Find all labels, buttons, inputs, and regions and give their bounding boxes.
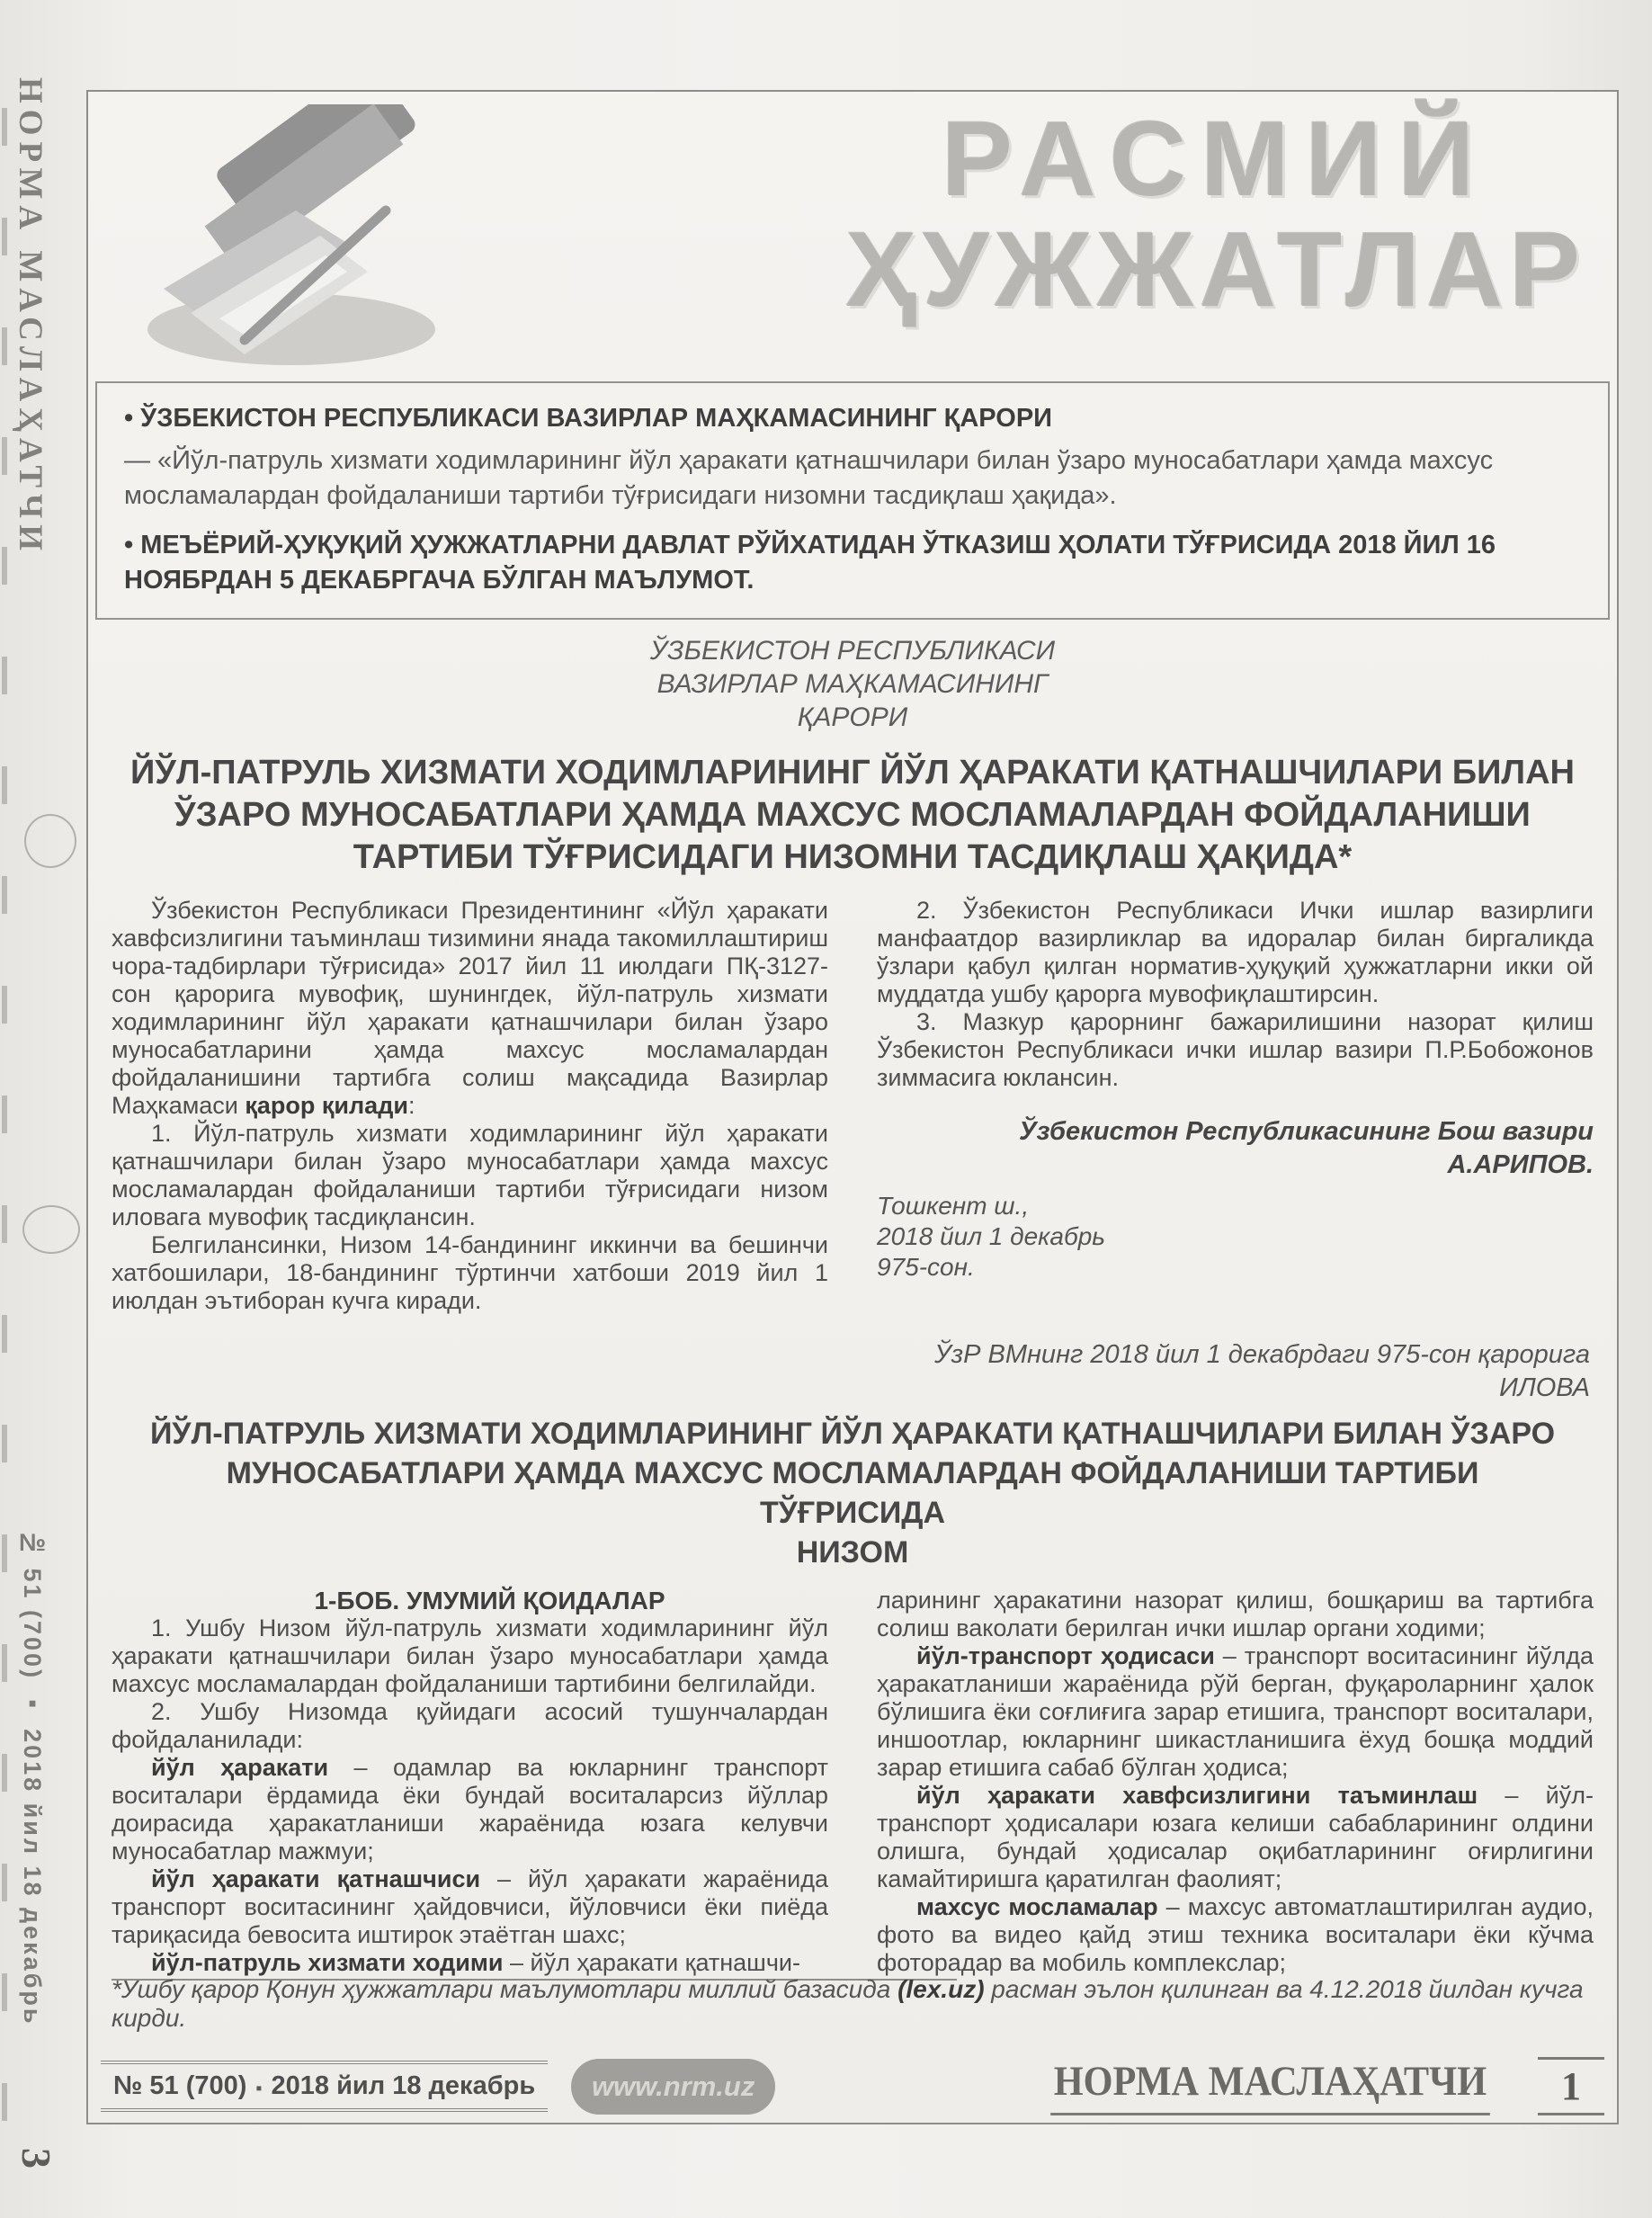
regulation-left-column xyxy=(112,1587,828,1977)
place-date-block xyxy=(877,1191,1594,1283)
decree-number: 975-сон. xyxy=(877,1253,975,1281)
footnote-text: *Ушбу қарор Қонун ҳужжатлари маълумотлари миллий базасида xyxy=(112,1975,898,2003)
website-pill: www.nrm.uz xyxy=(571,2059,775,2115)
signature-role: Ўзбекистон Республикасининг Бош вазири xyxy=(1018,1117,1594,1146)
paragraph xyxy=(112,1949,828,1977)
footer-issue-number: № 51 (700) xyxy=(113,2071,247,2100)
paragraph-text: 2. Ушбу Низомда қуйидаги асосий тушунчалардан фойдаланилади: xyxy=(112,1698,828,1753)
issuing-authority xyxy=(88,634,1617,734)
paragraph xyxy=(877,1008,1594,1092)
section-masthead-line1: РАСМИЙ xyxy=(942,100,1491,219)
paragraph xyxy=(877,1893,1594,1977)
bullet-icon: • xyxy=(124,404,134,433)
term-definition: – йўл ҳаракати қатнашчи- xyxy=(503,1949,800,1976)
decree-title: ЙЎЛ-ПАТРУЛЬ ХИЗМАТИ ХОДИМЛАРИНИНГ ЙЎЛ ҲАРАКАТИ ҚАТНАШЧИЛАРИ БИЛАН ЎЗАРО МУНОСАБАТЛАРИ ҲАМДА МАХСУС МОСЛАМАЛАРДАН ФОЙДАЛАНИШИ ТАРТИБИ ТЎҒРИСИДАГИ НИЗОМНИ ТАСДИҚЛАШ ҲАҚИДА* xyxy=(130,754,1575,876)
regulation-body-columns xyxy=(88,1587,1617,1977)
regulation-right-column xyxy=(877,1587,1594,1977)
books-pen-logo xyxy=(112,104,498,383)
paragraph xyxy=(112,1120,828,1231)
term: йўл ҳаракати қатнашчиси xyxy=(151,1865,481,1892)
page-footer xyxy=(101,2057,1604,2115)
paragraph-text: Ўзбекистон Республикаси Президентининг «Йўл ҳаракати хавфсизлигини таъминлаш тизимини янада такомиллаштириш чора-тадбирлари тўғрисида» 2017 йил 11 июлдаги ПҚ-3127-сон қарорига мувофиқ, шунингдек, йўл-патруль хизмати ходимларининг йўл ҳаракати қатнашчилари билан ўзаро муносабатларини ҳамда махсус мосламалардан фойдаланишини тартибга солиш мақсадида Вазирлар Маҳкамаси xyxy=(112,897,828,1119)
decree-right-column xyxy=(877,897,1594,1315)
term-definition: – махсус автоматлаштирилган аудио, фото ва видео қайд этиш техника воситалари ёки кўчма фоторадар ва мобиль комплекслар; xyxy=(877,1893,1594,1976)
regulation-title-line3: НИЗОМ xyxy=(796,1535,909,1570)
authority-line: ҚАРОРИ xyxy=(797,702,908,732)
punch-hole-mark xyxy=(24,814,76,868)
square-bullet-icon: ▪ xyxy=(255,2079,263,2098)
paragraph xyxy=(112,1754,828,1865)
paragraph-text: 1. Ушбу Низом йўл-патруль хизмати ходимларининг йўл ҳаракати қатнашчилари билан ўзаро муносабатлари ҳамда махсус мосламалардан фойдаланиши тартибини белгилайди. xyxy=(112,1614,828,1697)
section-masthead xyxy=(845,100,1586,329)
paragraph xyxy=(112,1698,828,1754)
paragraph-text: Белгилансинки, Низом 14-бандининг иккинчи ва бешинчи хатбошилари, 18-бандининг тўртинчи хатбоши 2019 йил 1 июлдан эътиборан кучга киради. xyxy=(112,1231,828,1314)
summary-item-1-text: — «Йўл-патруль хизмати ходимларининг йўл ҳаракати қатнашчилари билан ўзаро муносабатлари ҳамда махсус мосламалардан фойдаланиши тартиби тўғрисидаги низомни тасдиқлаш ҳақида». xyxy=(124,446,1494,510)
section-masthead-line2: ҲУЖЖАТЛАР xyxy=(845,210,1586,329)
fold-dash-marks xyxy=(2,108,7,2182)
chapter-heading: 1-БОБ. УМУМИЙ ҚОИДАЛАР xyxy=(314,1587,665,1614)
vertical-page-number: 3 xyxy=(13,2148,59,2169)
vertical-masthead: НОРМА МАСЛАҲАТЧИ xyxy=(12,77,49,558)
footer-date: 2018 йил 18 декабрь xyxy=(271,2071,536,2100)
term-definition: – йўл ҳаракати жараёнида транспорт воситасининг ҳайдовчиси, йўловчиси ёки пиёда тариқасида бевосита иштирок этаётган шахс; xyxy=(112,1865,828,1948)
summary-item-1-title-text: ЎЗБЕКИСТОН РЕСПУБЛИКАСИ ВАЗИРЛАР МАҲКАМАСИНИНГ ҚАРОРИ xyxy=(140,404,1053,433)
term-definition: – одамлар ва юкларнинг транспорт воситалари ёрдамида ёки бундай воситаларсиз йўллар доирасида ҳаракатланиши жараёнида юзага келувчи муносабатлар мажмуи; xyxy=(112,1754,828,1865)
signature-name: А.АРИПОВ. xyxy=(1447,1150,1594,1179)
annex-reference-line1: ЎзР ВМнинг 2018 йил 1 декабрдаги 975-сон қарорига xyxy=(934,1340,1590,1369)
signature-date: 2018 йил 1 декабрь xyxy=(877,1222,1106,1250)
annex-reference-line2: ИЛОВА xyxy=(1499,1373,1590,1402)
regulation-title xyxy=(115,1414,1590,1572)
footer-masthead: НОРМА МАСЛАҲАТЧИ xyxy=(1050,2057,1490,2115)
authority-line: ВАЗИРЛАР МАҲКАМАСИНИНГ xyxy=(656,669,1049,699)
paragraph-text: 3. Мазкур қарорнинг бажарилишини назорат қилиш Ўзбекистон Республикаси ички ишлар вазири П.Р.Бобожонов зиммасига юклансин. xyxy=(877,1008,1594,1091)
paragraph xyxy=(112,897,828,1120)
summary-item-2-title xyxy=(124,528,1581,598)
regulation-title-line1: ЙЎЛ-ПАТРУЛЬ ХИЗМАТИ ХОДИМЛАРИНИНГ ЙЎЛ ҲАРАКАТИ ҚАТНАШЧИЛАРИ БИЛАН ЎЗАРО МУНОСАБАТЛАРИ ҲАМДА МАХСУС МОСЛАМАЛАРДАН ФОЙДАЛАНИШИ ТАРТИБИ xyxy=(149,1417,1556,1490)
paragraph-text: : xyxy=(407,1092,415,1119)
paragraph xyxy=(877,1642,1594,1782)
decree-body-columns xyxy=(88,897,1617,1315)
paragraph xyxy=(112,1614,828,1698)
main-page xyxy=(86,90,1619,2124)
term: йўл-транспорт ҳодисаси xyxy=(916,1642,1215,1669)
vertical-issue-info: № 51 (700) ▪ 2018 йил 18 декабрь xyxy=(19,1529,46,2026)
term-definition: – транспорт воситасининг йўлда ҳаракатланиши жараёнида рўй берган, фуқароларнинг ҳалок бўлишига ёки соғлиғига зарар етишига, транспорт воситалари, иншоотлар, юкларнинг шикастланишига ёхуд бошқа моддий зарар етишига сабаб бўлган ҳодиса; xyxy=(877,1642,1594,1781)
footer-issue-date xyxy=(101,2061,548,2112)
punch-hole-mark xyxy=(22,1205,80,1254)
footer-page-number: 1 xyxy=(1538,2057,1604,2115)
paragraph-text: 1. Йўл-патруль хизмати ходимларининг йўл ҳаракати қатнашчилари билан ўзаро муносабатлари ҳамда махсус мосламалардан фойдаланиши тартиби тўғрисидаги низом иловага мувофиқ тасдиқлансин. xyxy=(112,1120,828,1230)
summary-item-2-title-text: МЕЪЁРИЙ-ҲУҚУҚИЙ ҲУЖЖАТЛАРНИ ДАВЛАТ РЎЙХАТИДАН ЎТКАЗИШ ҲОЛАТИ ТЎҒРИСИДА 2018 ЙИЛ 16 НОЯБРДАН 5 ДЕКАБРГАЧА БЎЛГАН МАЪЛУМОТ. xyxy=(124,531,1496,595)
summary-box xyxy=(95,381,1610,620)
signature-block xyxy=(877,1115,1594,1182)
term: йўл ҳаракати xyxy=(151,1754,329,1781)
term: махсус мосламалар xyxy=(916,1893,1158,1920)
left-scan-margin xyxy=(0,0,86,2218)
paragraph-text: 2. Ўзбекистон Республикаси Ички ишлар вазирлиги манфаатдор вазирликлар ва идоралар билан биргаликда ўзлари қабул қилган норматив-ҳуқуқий ҳужжатларни икки ой муддатда ушбу қарорга мувофиқлаштирсин. xyxy=(877,897,1594,1007)
bullet-icon: • xyxy=(124,531,134,559)
paragraph-text: ларининг ҳаракатини назорат қилиш, бошқариш ва тартибга солиш ваколати берилган ички ишлар органи ходими; xyxy=(877,1587,1594,1641)
decree-left-column xyxy=(112,897,828,1315)
paragraph xyxy=(112,1865,828,1949)
paragraph xyxy=(877,1587,1594,1642)
paragraph xyxy=(877,1782,1594,1893)
term-definition: – йўл-транспорт ҳодисалари юзага келиши сабабларининг олдини олишга, бундай ҳодисалар оқибатларининг оғирлигини камайтиришга қаратилган фаолият; xyxy=(877,1782,1594,1892)
regulation-title-line2: ТЎҒРИСИДА xyxy=(759,1496,946,1530)
annex-reference xyxy=(115,1338,1590,1405)
footnote-text: расман эълон қилинган ва 4.12.2018 йилдан кучга кирди. xyxy=(112,1975,1584,2032)
term: йўл ҳаракати хавфсизлигини таъминлаш xyxy=(916,1782,1478,1809)
summary-item-1-title xyxy=(124,401,1581,436)
authority-line: ЎЗБЕКИСТОН РЕСПУБЛИКАСИ xyxy=(649,636,1056,666)
term: йўл-патруль хизмати ходими xyxy=(151,1949,504,1976)
paragraph xyxy=(877,897,1594,1008)
paragraph-bold: қарор қилади xyxy=(245,1092,408,1119)
footnote xyxy=(112,1975,1586,2033)
footnote-site: (lex.uz) xyxy=(897,1975,985,2003)
paragraph xyxy=(112,1231,828,1315)
signature-place: Тошкент ш., xyxy=(877,1192,1030,1220)
page-header xyxy=(88,92,1617,380)
